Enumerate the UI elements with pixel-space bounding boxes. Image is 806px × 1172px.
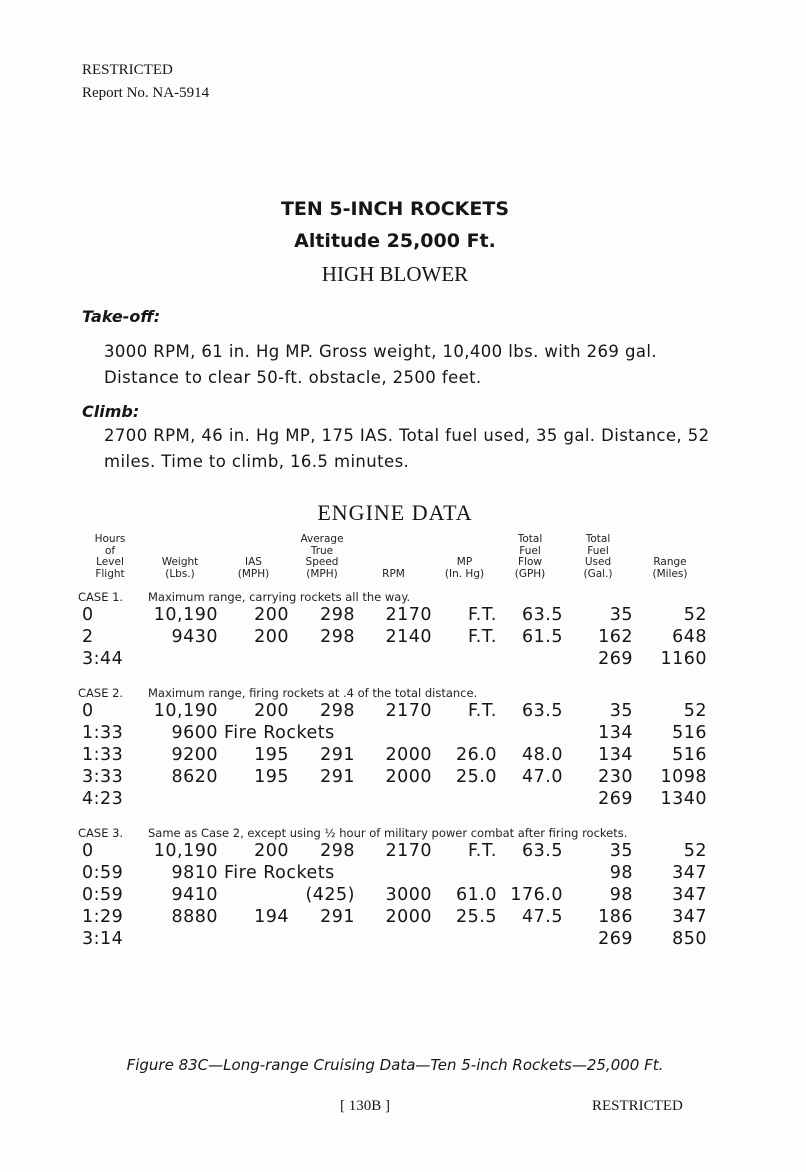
table-cell: 291 [320, 745, 355, 765]
table-row [78, 928, 707, 950]
column-header-line: (Lbs.) [165, 567, 195, 580]
engine-data-title: ENGINE DATA [317, 500, 473, 525]
table-cell: 176.0 [510, 885, 563, 905]
table-cell [142, 648, 218, 670]
column-header-line: Range [653, 556, 687, 568]
table-cell: 48.0 [522, 745, 563, 765]
table-cell: 230 [598, 767, 633, 787]
table-cell: (425) [305, 885, 355, 905]
table-cell: 1:29 [82, 907, 124, 927]
table-cell: 2000 [385, 907, 432, 927]
table-cell [432, 788, 497, 810]
case-row [78, 580, 707, 604]
column-header-line: (Miles) [652, 567, 688, 580]
table-cell: 3:44 [82, 649, 124, 669]
table-cell: 134 [598, 723, 633, 743]
table-cell: 0 [82, 841, 94, 861]
table-cell [355, 648, 432, 670]
table-cell [497, 928, 563, 950]
table-cell: 10,190 [153, 701, 218, 721]
table-row [78, 906, 707, 928]
column-header-line: (GPH) [514, 567, 546, 580]
case-description: Maximum range, firing rockets at .4 of the total distance. [148, 686, 478, 700]
column-header [432, 534, 497, 580]
table-cell: 162 [598, 627, 633, 647]
column-header-line: Fuel [519, 544, 541, 557]
table-cell: 347 [672, 885, 707, 905]
table-cell: 2170 [385, 701, 432, 721]
table-cell: F.T. [468, 841, 497, 861]
table-cell: 200 [254, 605, 289, 625]
table-cell: 2140 [385, 627, 432, 647]
column-header-line: True [310, 544, 334, 557]
table-cell: 516 [672, 723, 707, 743]
column-header-line: MP [456, 556, 473, 568]
table-cell: 3000 [385, 885, 432, 905]
takeoff-heading: Take-off: [82, 307, 161, 326]
column-header [633, 534, 707, 580]
header-row [78, 534, 707, 580]
table-cell: 269 [598, 649, 633, 669]
case-label: CASE 2. [78, 686, 124, 700]
column-header-line: Total [585, 533, 611, 545]
table-cell: 298 [320, 627, 355, 647]
column-header [78, 534, 142, 580]
column-header-line: (MPH) [237, 567, 270, 580]
subtitle-altitude: Altitude 25,000 Ft. [294, 230, 496, 252]
table-cell: 269 [598, 789, 633, 809]
table-cell: 269 [598, 929, 633, 949]
table-cell: 291 [320, 907, 355, 927]
fire-rockets-note: Fire Rockets [224, 863, 335, 883]
title: TEN 5-INCH ROCKETS [280, 198, 510, 220]
table-cell: 347 [672, 863, 707, 883]
table-cell: 516 [672, 745, 707, 765]
column-header-line: (MPH) [306, 567, 338, 580]
table-cell: 61.5 [522, 627, 563, 647]
table-cell [289, 928, 355, 950]
table-cell [432, 722, 497, 744]
table-cell: 8620 [171, 767, 218, 787]
case-row [78, 676, 707, 700]
column-header-line: Weight [161, 556, 199, 568]
table-cell: 47.5 [522, 907, 563, 927]
table-cell: 61.0 [456, 885, 497, 905]
table-cell: 298 [320, 605, 355, 625]
table-cell: 26.0 [456, 745, 497, 765]
figure-caption: Figure 83C—Long-range Cruising Data—Ten 5-inch Rockets—25,000 Ft. [126, 1056, 664, 1074]
column-header [218, 534, 289, 580]
column-header-line [142, 534, 218, 546]
table-cell: 347 [672, 907, 707, 927]
column-header-line: Flow [518, 556, 542, 568]
table-cell [432, 648, 497, 670]
column-header-line: Hours [94, 533, 126, 545]
table-cell [497, 648, 563, 670]
table-cell: 195 [254, 767, 289, 787]
table-cell: 2000 [385, 745, 432, 765]
table-cell: 9810 [171, 863, 218, 883]
table-cell: 35 [609, 701, 633, 721]
column-header-line: Fuel [587, 544, 609, 557]
column-header-line: RPM [382, 567, 405, 580]
page-number: [ 130B ] [340, 1098, 390, 1114]
table-cell: 98 [609, 885, 633, 905]
column-header-line: (In. Hg) [444, 567, 485, 580]
case-description: Maximum range, carrying rockets all the way. [148, 590, 411, 604]
table-cell [497, 862, 563, 884]
table-cell [497, 788, 563, 810]
table-cell: 1340 [660, 789, 707, 809]
table-cell: 8880 [171, 907, 218, 927]
table-cell: 2170 [385, 841, 432, 861]
column-header-line: Speed [305, 556, 339, 568]
table-cell: 1:33 [82, 723, 124, 743]
table-cell: 1098 [660, 767, 707, 787]
table-cell: F.T. [468, 627, 497, 647]
table-cell: 195 [254, 745, 289, 765]
column-header [355, 534, 432, 580]
table-row [78, 766, 707, 788]
table-cell: 1:33 [82, 745, 124, 765]
column-header-line: (Gal.) [583, 567, 613, 580]
table-cell: F.T. [468, 701, 497, 721]
report-number: Report No. NA-5914 [82, 85, 210, 101]
table-cell: 186 [598, 907, 633, 927]
table-cell: 9430 [171, 627, 218, 647]
table-cell: 0:59 [82, 863, 124, 883]
table-cell: F.T. [468, 605, 497, 625]
table-cell: 200 [254, 701, 289, 721]
table-cell [218, 788, 289, 810]
table-row [78, 862, 707, 884]
table-cell [355, 788, 432, 810]
table-cell: 648 [672, 627, 707, 647]
column-header-line: Used [584, 556, 612, 568]
table-cell: 134 [598, 745, 633, 765]
column-header-line: Level [96, 556, 124, 568]
table-cell: 63.5 [522, 605, 563, 625]
table-cell [218, 928, 289, 950]
table-cell: 194 [254, 907, 289, 927]
table-cell [142, 928, 218, 950]
table-cell: 98 [609, 863, 633, 883]
table-cell [289, 788, 355, 810]
table-row [78, 744, 707, 766]
case-row [78, 816, 707, 840]
climb-text: 2700 RPM, 46 in. Hg MP, 175 IAS. Total fuel used, 35 gal. Distance, 52 miles. Time to climb, 16.5 minutes. [104, 426, 710, 471]
table-cell [218, 884, 289, 906]
table-row [78, 648, 707, 670]
engine-data-table [78, 534, 707, 950]
table-row [78, 884, 707, 906]
table-cell: 52 [683, 605, 707, 625]
table-cell: 3:33 [82, 767, 124, 787]
table-cell: 63.5 [522, 701, 563, 721]
table-cell: 3:14 [82, 929, 124, 949]
table-cell: 200 [254, 841, 289, 861]
case-label: CASE 1. [78, 590, 124, 604]
column-header-line [355, 557, 432, 569]
table-cell: 291 [320, 767, 355, 787]
classification-footer: RESTRICTED [592, 1098, 683, 1114]
table-cell: 850 [672, 929, 707, 949]
table-cell: 25.0 [456, 767, 497, 787]
table-row [78, 840, 707, 862]
table-cell [432, 862, 497, 884]
column-header-line [355, 534, 432, 546]
table-cell: 2 [82, 627, 94, 647]
column-header [563, 534, 633, 580]
table-cell: 10,190 [153, 605, 218, 625]
table-cell: 9600 [171, 723, 218, 743]
table-cell: 200 [254, 627, 289, 647]
table-cell: 35 [609, 605, 633, 625]
column-header [289, 534, 355, 580]
table-cell: 10,190 [153, 841, 218, 861]
column-header-line [218, 534, 289, 546]
column-header-line: Total [517, 533, 543, 545]
table-cell: 63.5 [522, 841, 563, 861]
case-label: CASE 3. [78, 826, 124, 840]
table-row [78, 788, 707, 810]
takeoff-text: 3000 RPM, 61 in. Hg MP. Gross weight, 10,400 lbs. with 269 gal. Distance to clear 50-ft. obstacle, 2500 feet. [104, 342, 657, 387]
table-cell: 0:59 [82, 885, 124, 905]
column-header-line [633, 534, 707, 546]
subtitle-blower: HIGH BLOWER [321, 262, 469, 286]
table-cell [218, 648, 289, 670]
table-cell [142, 788, 218, 810]
table-cell [355, 928, 432, 950]
classification-header: RESTRICTED [82, 62, 173, 78]
table-cell: 0 [82, 605, 94, 625]
table-row [78, 700, 707, 722]
table-cell: 1160 [660, 649, 707, 669]
table-cell: 9200 [171, 745, 218, 765]
table-cell: 2170 [385, 605, 432, 625]
table-cell: 52 [683, 841, 707, 861]
table-cell: 0 [82, 701, 94, 721]
table-row [78, 722, 707, 744]
table-cell: 25.5 [456, 907, 497, 927]
column-header [497, 534, 563, 580]
table-cell [432, 928, 497, 950]
column-header-line: IAS [245, 556, 262, 568]
table-cell: 2000 [385, 767, 432, 787]
table-cell: 47.0 [522, 767, 563, 787]
column-header-line: Flight [95, 567, 125, 580]
table-cell [289, 648, 355, 670]
table-cell: 52 [683, 701, 707, 721]
climb-heading: Climb: [82, 402, 140, 421]
column-header-line [432, 534, 497, 546]
table-cell: 4:23 [82, 789, 124, 809]
column-header-line: of [104, 544, 116, 557]
column-header-line: Average [300, 533, 344, 545]
table-cell: 298 [320, 701, 355, 721]
table-cell: 9410 [171, 885, 218, 905]
table-cell [497, 722, 563, 744]
table-row [78, 604, 707, 626]
column-header [142, 534, 218, 580]
table-cell: 298 [320, 841, 355, 861]
table-row [78, 626, 707, 648]
case-description: Same as Case 2, except using ½ hour of military power combat after firing rockets. [148, 826, 628, 840]
fire-rockets-note: Fire Rockets [224, 723, 335, 743]
table-cell: 35 [609, 841, 633, 861]
